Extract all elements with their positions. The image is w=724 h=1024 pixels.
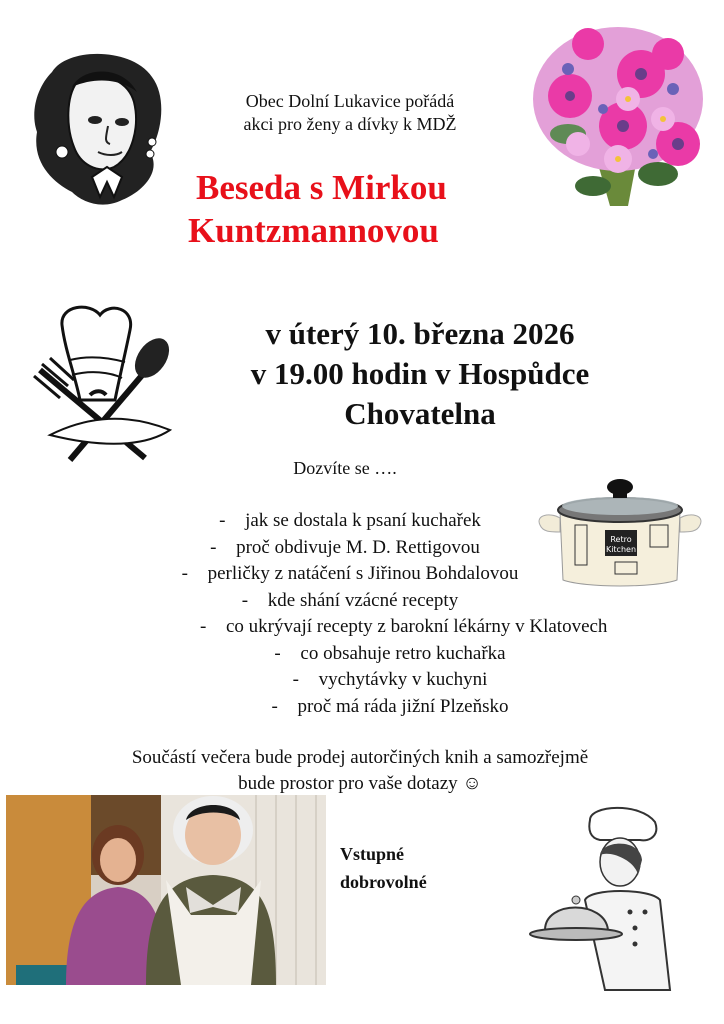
topic-item: - co ukrývají recepty z barokní lékárny v Klatovech: [200, 616, 608, 637]
topic-item: - co obsahuje retro kuchařka: [274, 642, 506, 664]
event-date-time-place: [200, 314, 640, 434]
portrait-illustration: [22, 42, 172, 210]
entry-fee: [340, 840, 427, 896]
topic-item: - proč má ráda jižní Plzeňsko: [271, 695, 509, 717]
intro-line-2: akci pro ženy a dívky k MDŽ: [243, 114, 457, 134]
chef-emblem-illustration: [30, 300, 175, 470]
topics-list: [60, 508, 660, 720]
topic-item: - proč obdivuje M. D. Rettigovou: [210, 536, 480, 558]
event-title: [180, 166, 530, 252]
flower-bouquet-image: [528, 14, 708, 206]
author-photo: [6, 795, 326, 985]
intro-text: [170, 90, 530, 136]
entry-line-1: Vstupné: [340, 844, 405, 864]
event-time-venue: v 19.00 hodin v Hospůdce: [250, 356, 590, 391]
svg-text:Kitchen: Kitchen: [605, 545, 637, 554]
entry-line-2: dobrovolné: [340, 872, 427, 892]
topic-item: - jak se dostala k psaní kuchařek: [219, 510, 481, 531]
svg-text:Retro: Retro: [610, 535, 632, 544]
topic-item: - perličky z natáčení s Jiřinou Bohdalovou: [181, 563, 519, 584]
learn-heading: Dozvíte se ….: [293, 458, 397, 478]
event-venue-name: Chovatelna: [344, 396, 496, 431]
title-line-1: Beseda s Mirkou: [196, 168, 447, 207]
outro-text: [40, 745, 680, 797]
chef-woman-illustration: [510, 800, 680, 1000]
event-date: v úterý 10. března 2026: [265, 316, 575, 351]
intro-line-1: Obec Dolní Lukavice pořádá: [245, 91, 455, 111]
topic-item: - vychytávky v kuchyni: [292, 669, 488, 690]
topic-item: - kde shání vzácné recepty: [241, 589, 459, 611]
outro-line-1: Součástí večera bude prodej autorčiných knih a samozřejmě: [131, 747, 589, 768]
title-line-2: Kuntzmannovou: [188, 211, 439, 250]
outro-line-2: bude prostor pro vaše dotazy ☺: [238, 773, 482, 794]
